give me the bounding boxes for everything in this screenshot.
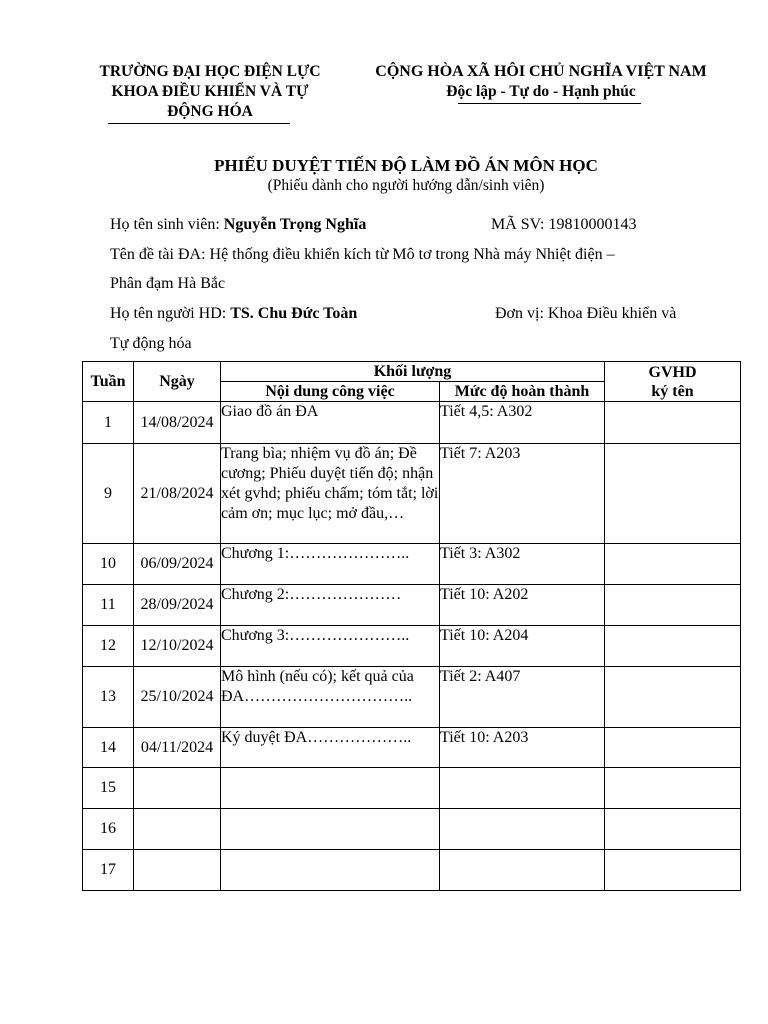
table-row xyxy=(83,850,741,891)
week-cell: 10 xyxy=(83,544,134,585)
document-subtitle: (Phiếu dành cho người hướng dẫn/sinh viên) xyxy=(267,177,545,194)
week-cell: 17 xyxy=(83,850,134,891)
date-cell: 06/09/2024 xyxy=(134,544,221,585)
school-underline xyxy=(108,123,290,124)
workload-header: Khối lượng xyxy=(221,362,605,382)
week-cell: 16 xyxy=(83,809,134,850)
date-cell xyxy=(134,768,221,809)
student-id: 19810000143 xyxy=(548,216,637,233)
level-cell: Tiết 10: A202 xyxy=(440,585,605,626)
unit-line-1: Đơn vị: Khoa Điều khiển và xyxy=(495,305,677,322)
date-cell: 25/10/2024 xyxy=(134,667,221,728)
week-cell: 9 xyxy=(83,444,134,544)
date-cell xyxy=(134,809,221,850)
signature-cell xyxy=(605,809,741,850)
level-header: Mức độ hoàn thành xyxy=(440,382,605,402)
table-row xyxy=(83,544,741,585)
content-cell: Ký duyệt ĐA……………….. xyxy=(221,728,440,768)
week-cell: 14 xyxy=(83,728,134,768)
student-line xyxy=(110,215,366,235)
date-cell: 14/08/2024 xyxy=(134,402,221,444)
faculty-name-line2: ĐỘNG HÓA xyxy=(167,103,253,120)
motto-underline xyxy=(458,103,641,104)
national-motto: Độc lập - Tự do - Hạnh phúc xyxy=(446,83,636,100)
date-cell xyxy=(134,850,221,891)
table-row xyxy=(83,444,741,544)
signature-cell xyxy=(605,626,741,667)
week-header: Tuần xyxy=(83,362,134,402)
signature-cell xyxy=(605,667,741,728)
table-row xyxy=(83,768,741,809)
content-cell: Giao đồ án ĐA xyxy=(221,402,440,444)
unit-line-2: Tự động hóa xyxy=(110,335,192,352)
topic-line-1: Tên đề tài ĐA: Hệ thống điều khiển kích từ Mô tơ trong Nhà máy Nhiệt điện – xyxy=(110,246,615,263)
faculty-name-line1: KHOA ĐIỀU KHIỂN VÀ TỰ xyxy=(111,83,309,100)
student-label: Họ tên sinh viên: xyxy=(110,216,224,233)
advisor-line xyxy=(110,304,357,324)
progress-table xyxy=(82,361,741,891)
content-header: Nội dung công việc xyxy=(221,382,440,402)
content-cell: Mô hình (nếu có); kết quả của ĐA………………………….. xyxy=(221,667,440,728)
date-cell: 04/11/2024 xyxy=(134,728,221,768)
level-cell: Tiết 10: A203 xyxy=(440,728,605,768)
content-cell: Trang bìa; nhiệm vụ đồ án; Đề cương; Phiếu duyệt tiến độ; nhận xét gvhd; phiếu chấm; tóm tắt; lời cảm ơn; mục lục; mở đầu,… xyxy=(221,444,440,544)
table-row xyxy=(83,402,741,444)
advisor-name: TS. Chu Đức Toàn xyxy=(230,305,358,322)
signature-cell xyxy=(605,544,741,585)
signature-cell xyxy=(605,444,741,544)
week-cell: 1 xyxy=(83,402,134,444)
table-row xyxy=(83,585,741,626)
student-name: Nguyễn Trọng Nghĩa xyxy=(223,216,367,233)
content-cell xyxy=(221,768,440,809)
table-row xyxy=(83,809,741,850)
level-cell: Tiết 3: A302 xyxy=(440,544,605,585)
level-cell xyxy=(440,850,605,891)
content-cell xyxy=(221,850,440,891)
signature-cell xyxy=(605,585,741,626)
student-id-line xyxy=(491,215,637,235)
level-cell: Tiết 4,5: A302 xyxy=(440,402,605,444)
university-name: TRƯỜNG ĐẠI HỌC ĐIỆN LỰC xyxy=(99,63,321,80)
date-header: Ngày xyxy=(134,362,221,402)
table-row xyxy=(83,667,741,728)
country-name: CỘNG HÒA XÃ HÔI CHỦ NGHĨA VIỆT NAM xyxy=(375,63,707,80)
level-cell: Tiết 10: A204 xyxy=(440,626,605,667)
week-cell: 11 xyxy=(83,585,134,626)
topic-line-2: Phân đạm Hà Bắc xyxy=(110,275,226,292)
signature-cell xyxy=(605,402,741,444)
signature-header xyxy=(605,362,741,402)
student-id-label: MÃ SV: xyxy=(491,216,549,233)
table-row xyxy=(83,728,741,768)
signature-header-line1: GVHD xyxy=(648,363,697,381)
level-cell: Tiết 2: A407 xyxy=(440,667,605,728)
content-cell: Chương 1:………………….. xyxy=(221,544,440,585)
content-cell: Chương 2:………………… xyxy=(221,585,440,626)
level-cell xyxy=(440,768,605,809)
signature-cell xyxy=(605,850,741,891)
advisor-label: Họ tên người HD: xyxy=(110,305,231,322)
level-cell xyxy=(440,809,605,850)
table-row xyxy=(83,626,741,667)
week-cell: 13 xyxy=(83,667,134,728)
signature-header-line2: ký tên xyxy=(651,382,694,400)
national-header xyxy=(350,62,732,102)
content-cell xyxy=(221,809,440,850)
document-title: PHIẾU DUYỆT TIẾN ĐỘ LÀM ĐỒ ÁN MÔN HỌC xyxy=(214,156,598,175)
signature-cell xyxy=(605,728,741,768)
week-cell: 15 xyxy=(83,768,134,809)
level-cell: Tiết 7: A203 xyxy=(440,444,605,544)
date-cell: 12/10/2024 xyxy=(134,626,221,667)
date-cell: 21/08/2024 xyxy=(134,444,221,544)
content-cell: Chương 3:………………….. xyxy=(221,626,440,667)
week-cell: 12 xyxy=(83,626,134,667)
school-header xyxy=(70,62,350,122)
date-cell: 28/09/2024 xyxy=(134,585,221,626)
signature-cell xyxy=(605,768,741,809)
